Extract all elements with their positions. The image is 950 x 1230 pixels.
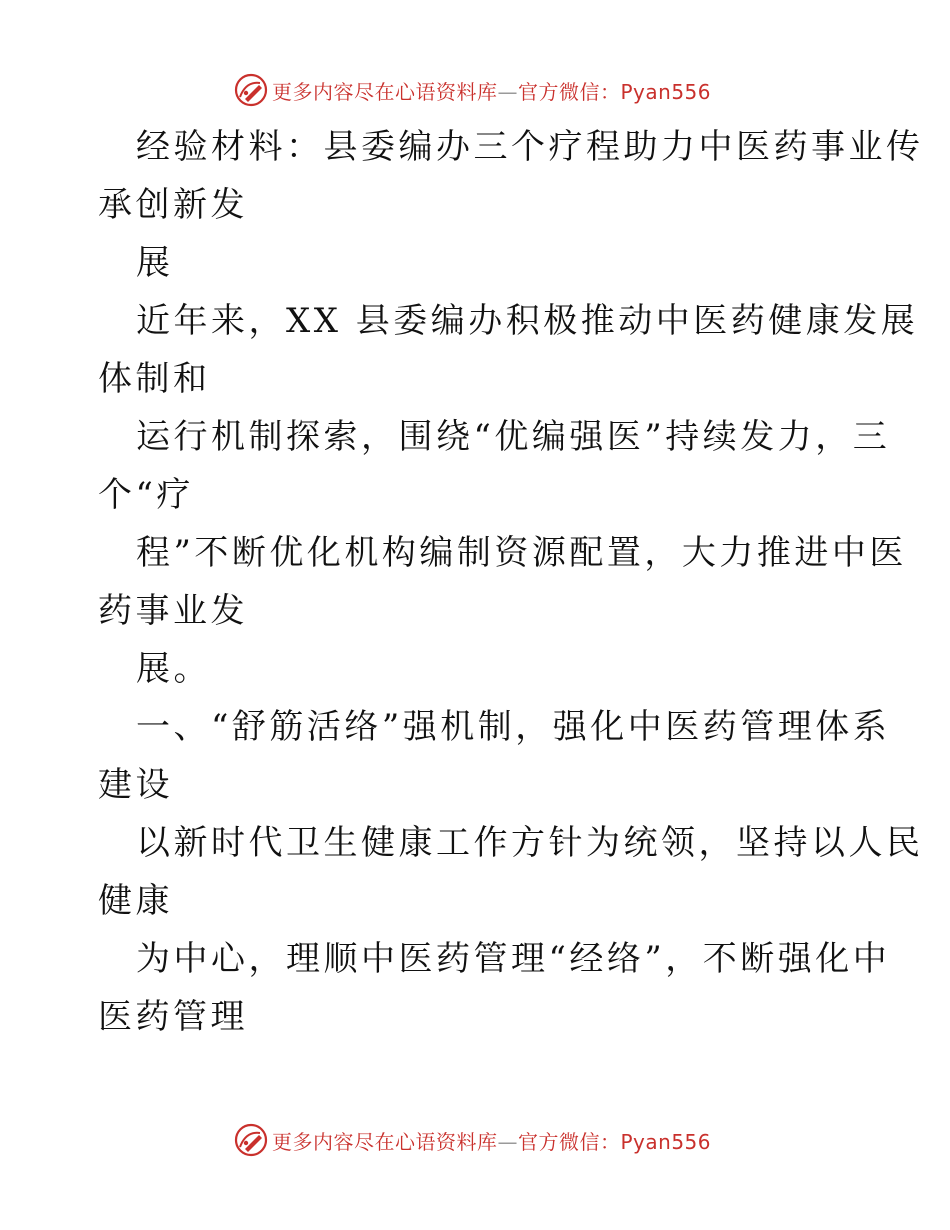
text-line: 健康 xyxy=(98,881,173,921)
pen-logo-icon xyxy=(234,1123,268,1157)
text-line: 展。 xyxy=(136,649,211,689)
text-line: 体制和 xyxy=(98,359,211,399)
text-line: 个“疗 xyxy=(98,475,194,515)
text-line: 为中心，理顺中医药管理“经络”，不断强化中 xyxy=(136,939,891,979)
banner-wechat-id: Pyan556 xyxy=(620,79,712,104)
banner-title: 更多内容尽在心语资料库 xyxy=(272,79,498,104)
text-line: 程”不断优化机构编制资源配置，大力推进中医 xyxy=(136,533,907,573)
header-banner xyxy=(234,72,711,108)
banner-dash: — xyxy=(497,1129,518,1154)
text-line: 药事业发 xyxy=(98,591,248,631)
banner-wechat-label: 官方微信： xyxy=(518,79,621,104)
text-line: 近年来，XX 县委编办积极推动中医药健康发展 xyxy=(136,301,919,341)
document-body xyxy=(0,118,950,1046)
text-line: 承创新发 xyxy=(98,185,248,225)
banner-wechat-id: Pyan556 xyxy=(620,1129,712,1154)
text-line: 医药管理 xyxy=(98,997,248,1037)
text-line: 运行机制探索，围绕“优编强医”持续发力，三 xyxy=(136,417,891,457)
pen-logo-icon xyxy=(234,73,268,107)
section-heading: 一、“舒筋活络”强机制，强化中医药管理体系 xyxy=(136,707,891,747)
banner-dash: — xyxy=(497,79,518,104)
text-line: 经验材料：县委编办三个疗程助力中医药事业传 xyxy=(136,127,924,167)
banner-title: 更多内容尽在心语资料库 xyxy=(272,1129,498,1154)
text-line: 展 xyxy=(136,243,174,283)
text-line: 以新时代卫生健康工作方针为统领，坚持以人民 xyxy=(136,823,924,863)
section-heading-continued: 建设 xyxy=(98,765,173,805)
footer-banner xyxy=(234,1122,711,1158)
banner-wechat-label: 官方微信： xyxy=(518,1129,621,1154)
